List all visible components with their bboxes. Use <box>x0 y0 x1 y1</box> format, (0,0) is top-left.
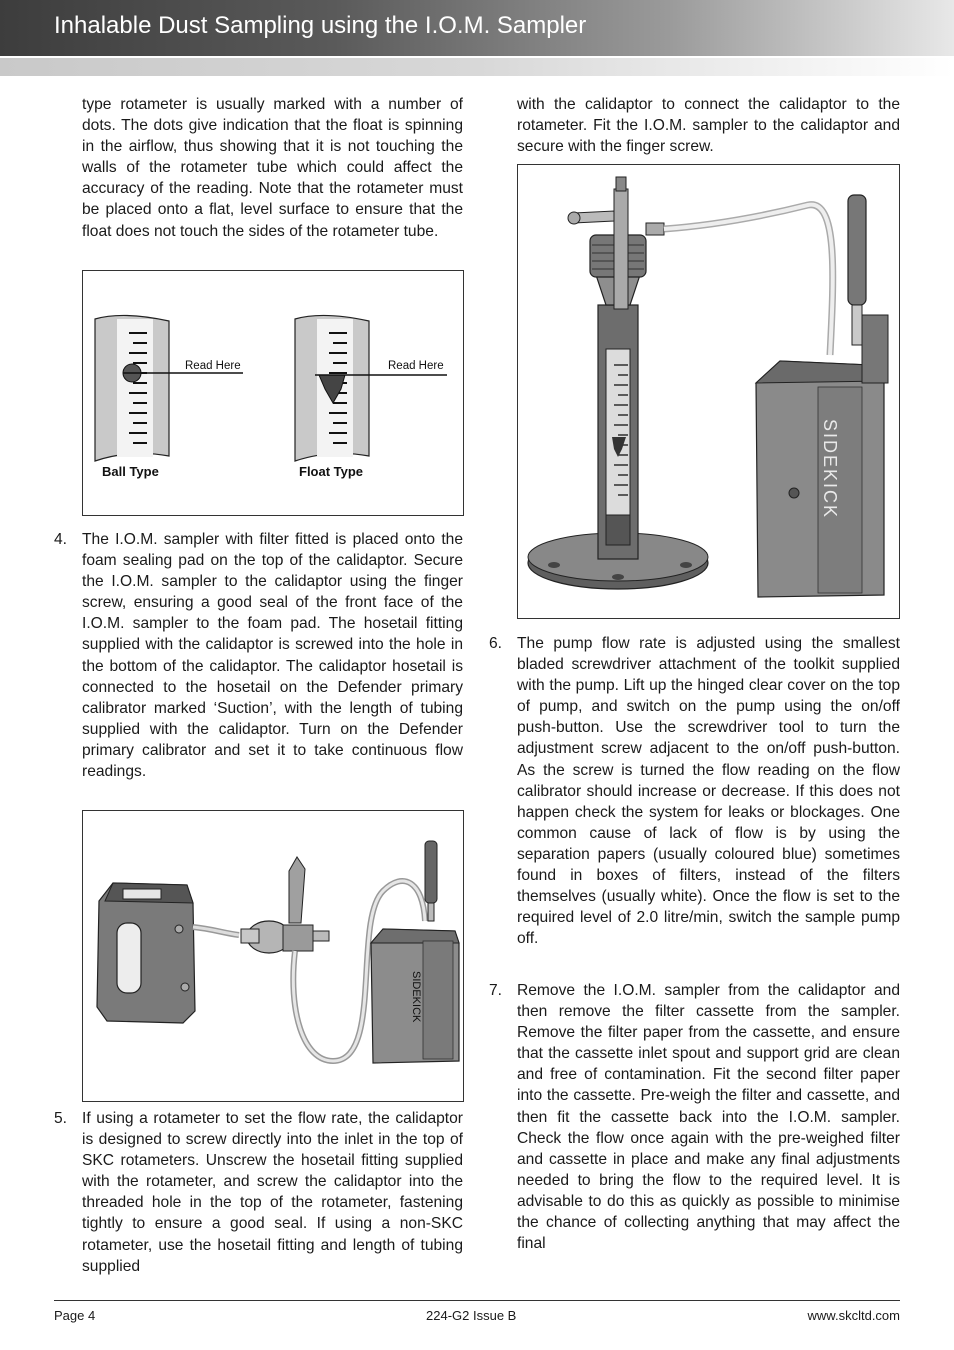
rotameter-diagram <box>83 271 463 515</box>
footer-document-code: 224-G2 Issue B <box>426 1308 517 1323</box>
step-4-text: The I.O.M. sampler with filter fitted is placed onto the foam sealing pad on the top of the calidaptor. Secure the I.O.M. sampler to the calidaptor using the finger screw, ensuring a good seal of the front face of the I.O.M. sampler to the foam pad. The hosetail fitting supplied with the calidaptor is screwed into the hole in the bottom of the calidaptor. The calidaptor hosetail is connected to the hosetail on the Defender primary calibrator marked ‘Suction’, with the length of tubing supplied with the calidaptor. Turn on the Defender primary calibrator and set it to take continuous flow readings. <box>82 531 463 781</box>
col1-intro-paragraph: type rotameter is usually marked with a number of dots. The dots give indication that the float is spinning in the airflow, thus showing that it is not touching the walls of the rotameter tube which could affect the accuracy of the reading. Note that the rotameter must be placed onto a flat, level surface to ensure that the float does not touch the sides of the rotameter tube. <box>82 96 463 240</box>
read-here-label-ball: Read Here <box>185 360 241 372</box>
footer-rule <box>54 1300 900 1301</box>
step-7-number: 7. <box>489 982 503 999</box>
ball-type-label: Ball Type <box>102 464 159 479</box>
header-stripe <box>0 58 954 76</box>
defender-calibration-figure <box>82 810 464 1102</box>
step-6-number: 6. <box>489 635 503 652</box>
rotameter-pump-figure <box>517 164 900 619</box>
footer-website-link[interactable]: www.skcltd.com <box>807 1308 900 1323</box>
col2-intro-paragraph: with the calidaptor to connect the calidaptor to the rotameter. Fit the I.O.M. sampler to the calidaptor and secure with the finger screw. <box>517 96 900 156</box>
sidekick-brand-label: SIDEKICK <box>820 419 840 520</box>
rotameter-pump-illustration <box>518 165 899 618</box>
float-type-label: Float Type <box>299 464 364 479</box>
sidekick-brand-label-small: SIDEKICK <box>410 971 422 1023</box>
step-4-number: 4. <box>54 531 68 548</box>
rotameter-reading-figure <box>82 270 464 516</box>
step-6-text: The pump flow rate is adjusted using the smallest bladed screwdriver attachment of the toolkit supplied with the pump. Lift up the hinged clear cover on the top of pump, and switch on the pump using the on/off push-button. Use the screwdriver tool to turn the adjustment screw adjacent to the on/off push-button. As the screw is turned the flow reading on the flow calibrator should increase or decrease. If this does not happen check the system for leaks or blockages. One common cause of lack of flow is by using the separation papers (usually coloured blue) sometimes found in boxes of filters, instead of the filters themselves (usually white). Once the flow is set to the required level of 2.0 litre/min, switch the sample pump off. <box>517 635 900 948</box>
footer-page-number: Page 4 <box>54 1308 96 1323</box>
step-5-text: If using a rotameter to set the flow rate, the calidaptor is designed to screw directly into the inlet in the top of SKC rotameters. Unscrew the hosetail fitting supplied with the rotameter, and screw the calidaptor into the threaded hole in the top of the rotameter, fastening tightly to ensure a good seal. If using a non-SKC rotameter, use the hosetail fitting and length of tubing supplied <box>82 1110 463 1275</box>
step-7-text: Remove the I.O.M. sampler from the calidaptor and then remove the filter cassette from the sampler. Remove the filter paper from the cassette, and ensure that the cassette inlet spout and support grid are clean and free of contamination. Fit the second filter paper into the cassette. Pre-weigh the filter and cassette, and then fit the cassette back into the I.O.M. sampler. Check the flow once again with the pre-weighed filter and cassette in place and make any final adjustments needed to bring the flow to the required level. It is advisable to do this as quickly as possible to minimise the chance of collecting anything that may affect the final <box>517 982 900 1253</box>
header-band <box>0 0 954 56</box>
step-5-number: 5. <box>54 1110 68 1127</box>
defender-calibration-illustration <box>83 811 463 1101</box>
page-title: Inhalable Dust Sampling using the I.O.M. Sampler <box>54 12 587 39</box>
read-here-label-float: Read Here <box>388 360 444 372</box>
